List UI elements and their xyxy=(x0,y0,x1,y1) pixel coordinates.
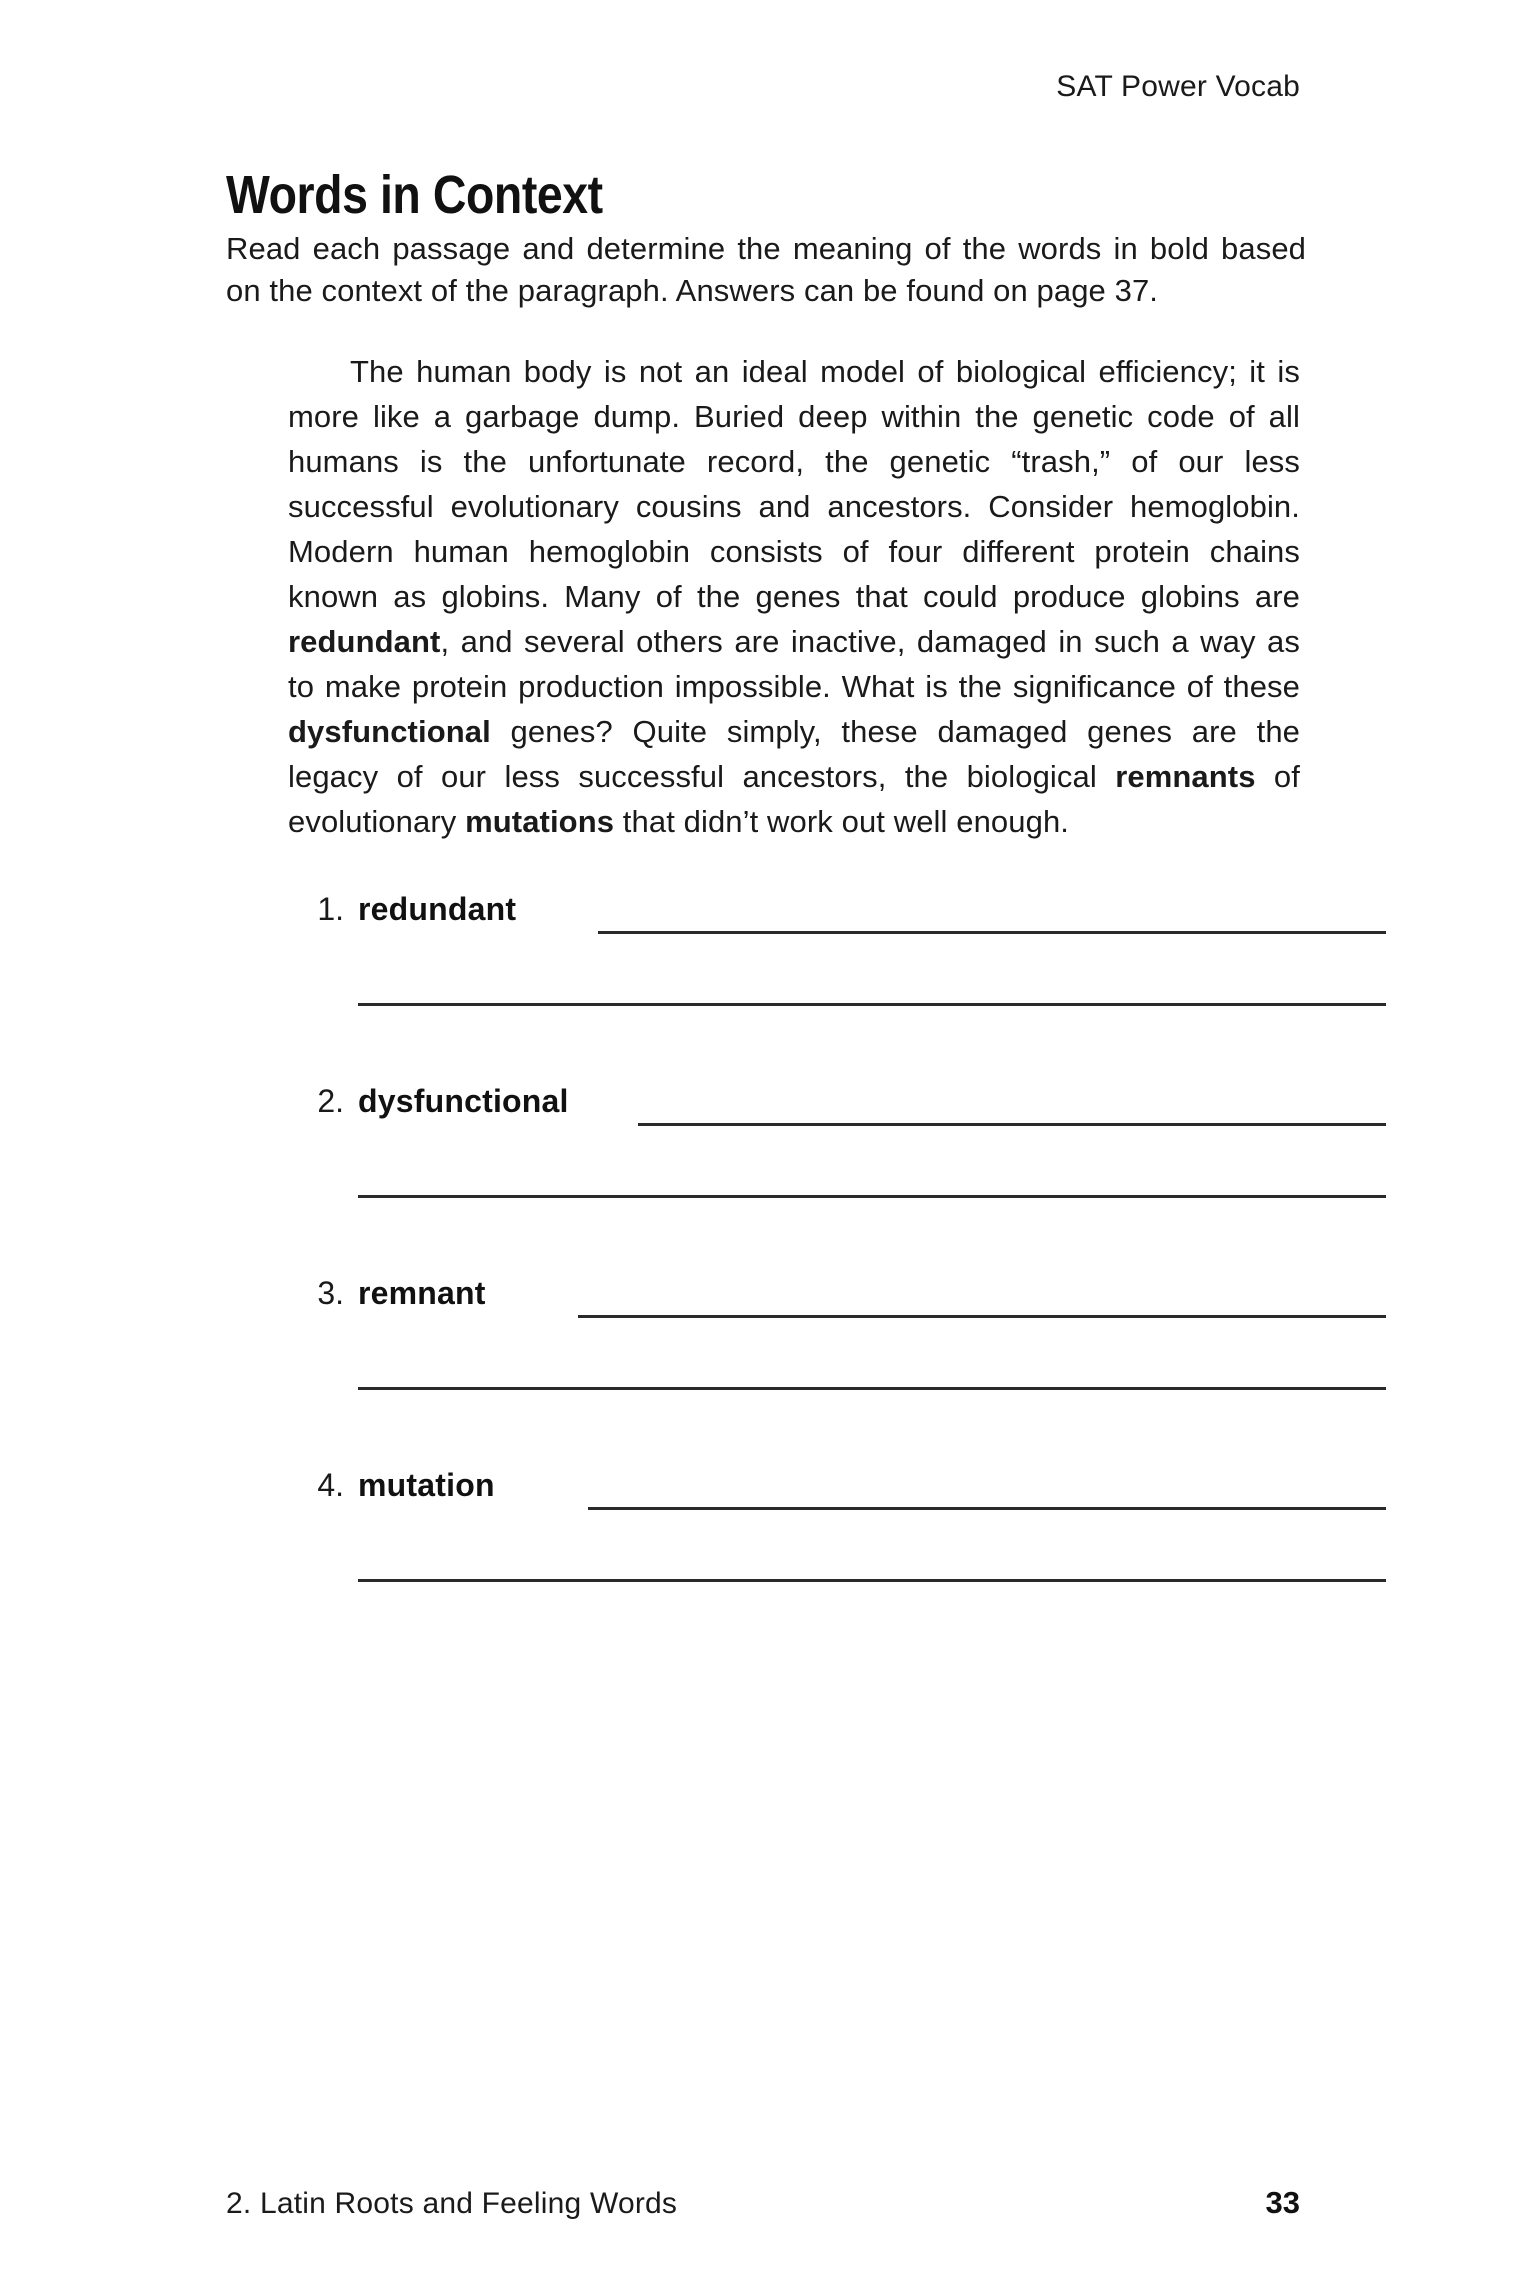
passage-text-part4: of evolutionary xyxy=(288,758,1300,839)
item-number: 3. xyxy=(317,1274,344,1311)
passage-bold-word-4: mutations xyxy=(465,803,615,839)
passage-text-part5: that didn’t work out well enough. xyxy=(614,803,1069,839)
item-number: 4. xyxy=(317,1466,344,1503)
running-head: SAT Power Vocab xyxy=(1056,70,1300,103)
passage-text-part3: genes? Quite simply, these damaged genes are the legacy of our less successful ancestors, the biological xyxy=(288,713,1300,794)
item-word: dysfunctional xyxy=(358,1082,569,1119)
passage-bold-word-3: remnants xyxy=(1115,758,1256,794)
answer-blank-line[interactable] xyxy=(358,1579,1386,1582)
answer-blank-line[interactable] xyxy=(588,1507,1386,1510)
passage-text-part2: , and several others are inactive, damaged in such a way as to make protein production impossible. What is the significance of these xyxy=(288,623,1300,704)
answer-blank-line[interactable] xyxy=(598,931,1386,934)
page-content xyxy=(226,165,1306,1661)
list-item xyxy=(226,1082,1306,1213)
passage-text-part1: The human body is not an ideal model of biological efficiency; it is more like a garbage dump. Buried deep within the genetic code of all humans is the unfortunate record, the genetic “trash,” of our less successful evolutionary cousins and ancestors. Consider hemoglobin. Modern human hemoglobin consists of four different protein chains known as globins. Many of the genes that could produce globins are xyxy=(288,354,1300,614)
item-number: 2. xyxy=(317,1082,344,1119)
answer-blank-line[interactable] xyxy=(578,1315,1386,1318)
list-item xyxy=(226,1274,1306,1405)
answer-blank-line[interactable] xyxy=(358,1387,1386,1390)
vocab-answer-list xyxy=(226,890,1306,1597)
page-title: Words in Context xyxy=(226,165,603,225)
page-number: 33 xyxy=(1265,2185,1300,2220)
item-word: remnant xyxy=(358,1274,486,1311)
page-footer xyxy=(226,2185,1300,2221)
answer-blank-line[interactable] xyxy=(358,1003,1386,1006)
answer-blank-line[interactable] xyxy=(358,1195,1386,1198)
passage-bold-word-1: redundant xyxy=(288,623,441,659)
footer-section-label: 2. Latin Roots and Feeling Words xyxy=(226,2187,678,2220)
passage-paragraph xyxy=(288,350,1300,844)
instructions-paragraph: Read each passage and determine the meaning of the words in bold based on the context of the paragraph. Answers can be found on page 37. xyxy=(226,231,1306,309)
item-word: mutation xyxy=(358,1466,495,1503)
item-number: 1. xyxy=(317,890,344,927)
passage-bold-word-2: dysfunctional xyxy=(288,713,491,749)
list-item xyxy=(226,890,1306,1021)
answer-blank-line[interactable] xyxy=(638,1123,1386,1126)
item-word: redundant xyxy=(358,890,517,927)
list-item xyxy=(226,1466,1306,1597)
